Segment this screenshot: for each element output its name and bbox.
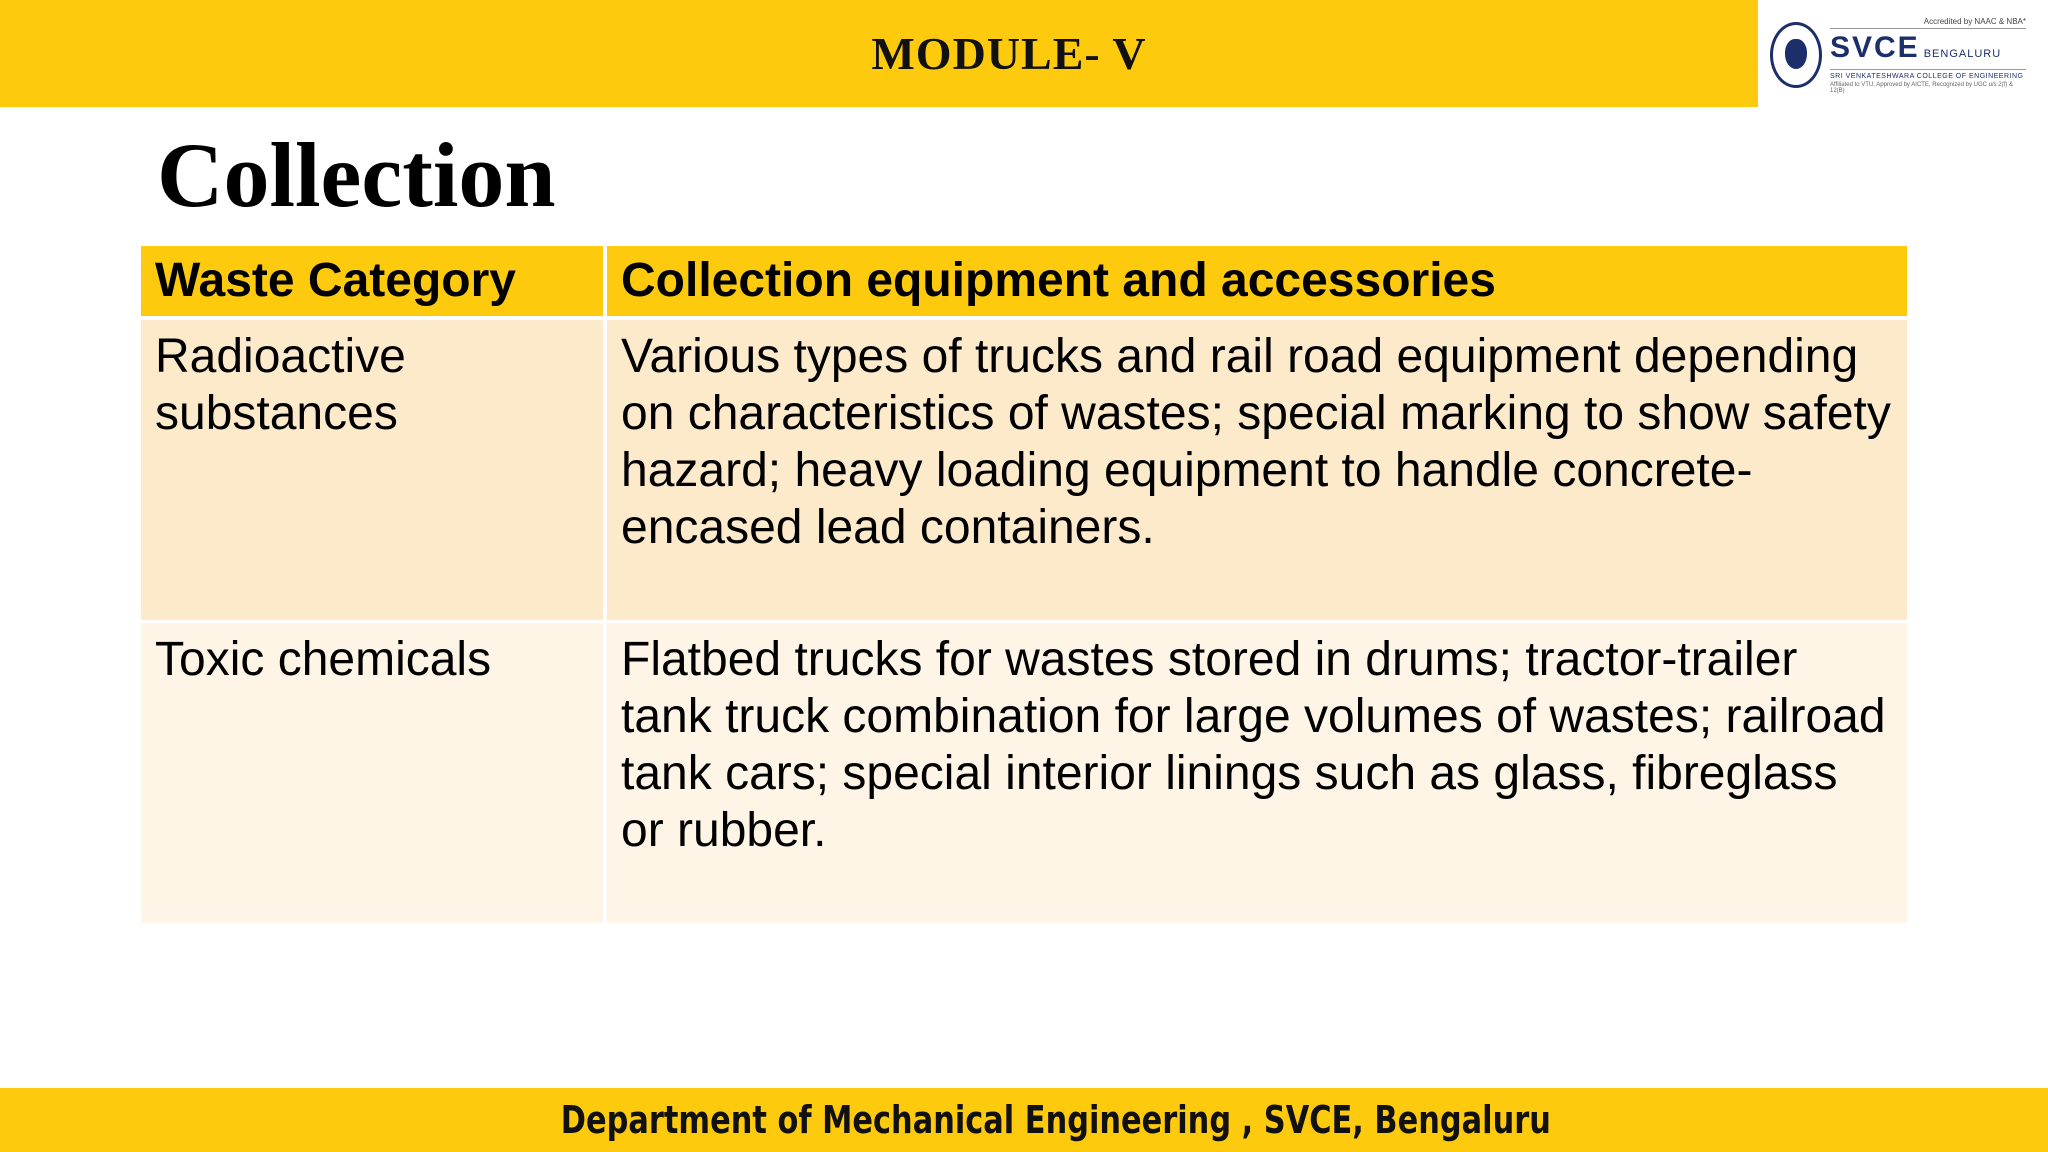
footer-bar bbox=[0, 1088, 2048, 1152]
cell-collection-equipment: Various types of trucks and rail road equipment depending on characteristics of wastes; special marking to show safety hazard; heavy loading equipment to handle concrete-encased lead containers. bbox=[605, 318, 1907, 622]
cell-waste-category: Radioactive substances bbox=[141, 318, 605, 622]
logo-city: BENGALURU bbox=[1923, 47, 2002, 60]
logo-text bbox=[1830, 17, 2026, 94]
waste-collection-table bbox=[141, 246, 1907, 923]
logo-brand: SVCE bbox=[1830, 30, 1920, 64]
header-bar bbox=[0, 0, 1758, 107]
table-row bbox=[141, 318, 1907, 622]
logo-accreditation: Accredited by NAAC & NBA* bbox=[1830, 17, 2026, 29]
footer-text: Department of Mechanical Engineering , SVCE, Bengaluru bbox=[560, 1098, 1552, 1142]
table-header-row bbox=[141, 246, 1907, 318]
column-header-waste-category: Waste Category bbox=[141, 246, 605, 318]
logo-college-name: SRI VENKATESHWARA COLLEGE OF ENGINEERING bbox=[1830, 69, 2026, 80]
cell-waste-category: Toxic chemicals bbox=[141, 622, 605, 924]
module-title: MODULE- V bbox=[871, 28, 1147, 79]
college-logo bbox=[1762, 4, 2044, 106]
slide-title: Collection bbox=[157, 124, 556, 226]
logo-affiliation: Affiliated to VTU, Approved by AICTE, Recognized by UGC u/s 2(f) & 12(B) bbox=[1830, 81, 2013, 94]
column-header-collection-equipment: Collection equipment and accessories bbox=[605, 246, 1907, 318]
logo-brand-row bbox=[1830, 31, 2026, 65]
table-row bbox=[141, 622, 1907, 924]
college-seal-icon bbox=[1770, 22, 1822, 88]
cell-collection-equipment: Flatbed trucks for wastes stored in drums; tractor-trailer tank truck combination for large volumes of wastes; railroad tank cars; special interior linings such as glass, fibreglass or rubber. bbox=[605, 622, 1907, 924]
